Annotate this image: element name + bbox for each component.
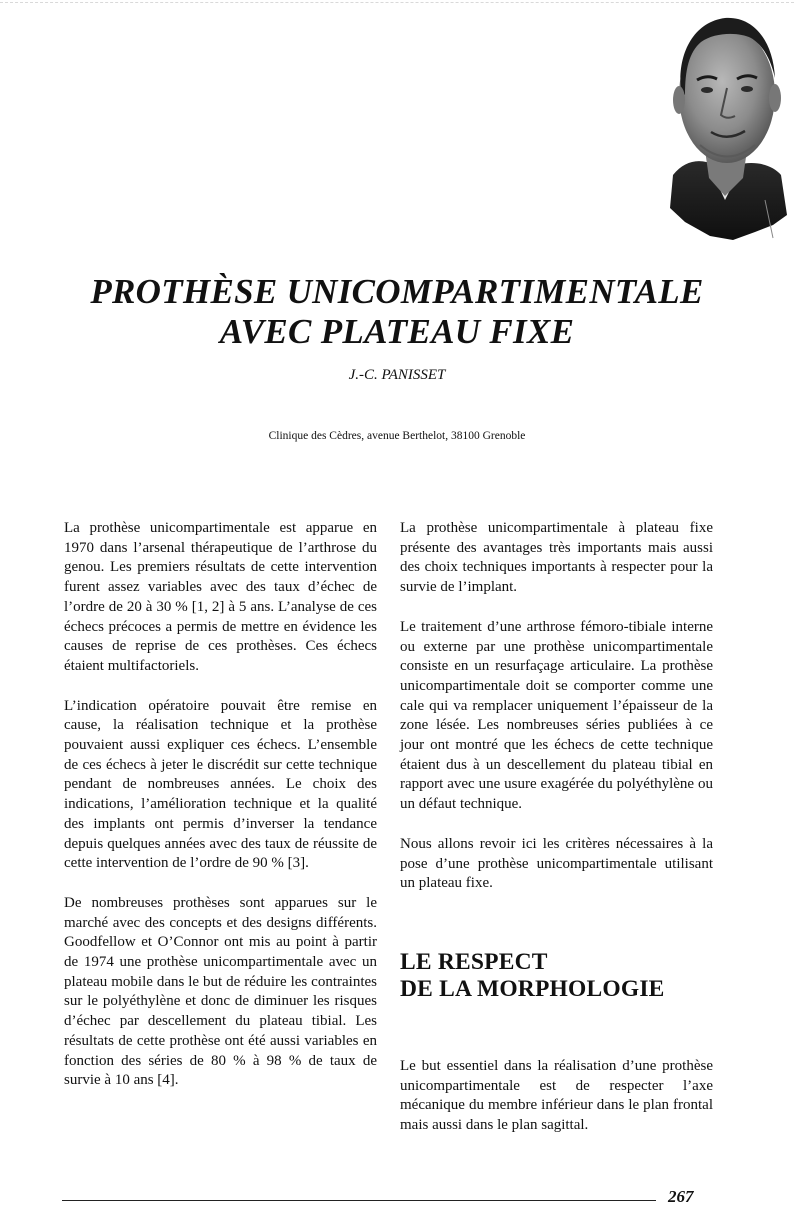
author-affiliation: Clinique des Cèdres, avenue Berthelot, 38100 Grenoble [268, 430, 526, 442]
section-heading-line-2: DE LA MORPHOLOGIE [400, 975, 665, 1002]
author-portrait-photo [655, 0, 790, 250]
paragraph: La prothèse unicompartimentale à plateau fixe présente des avantages très importants mais aussi des choix techniques importants à respecter pour la survie de l’implant. [400, 520, 713, 596]
paragraph: L’indication opératoire pouvait être remise en cause, la réalisation technique et la prothèse pouvaient aussi expliquer ces échecs. L’ensemble de ces échecs à jeter le discrédit sur cette technique pendant de nombreuses années. Le choix des indications, l’amélioration technique et la qualité des implants ont permis d’inverser la tendance depuis quelques années avec des taux de réussite de cette intervention de l’ordre de 90 % [3]. [64, 697, 377, 872]
right-text-column [400, 519, 713, 1156]
section-heading-line-1: LE RESPECT [400, 948, 548, 975]
paragraph: La prothèse unicompartimentale est apparue en 1970 dans l’arsenal thérapeutique de l’arthrose du genou. Les premiers résultats de cette intervention furent assez variables avec des taux d’échec de l’ordre de 20 à 30 % [1, 2] à 5 ans. L’analyse de ces échecs précoces a permis de mettre en évidence les causes de reprise de ces prothèses. Ces échecs étaient multifactoriels. [64, 520, 377, 674]
paragraph: De nombreuses prothèses sont apparues sur le marché avec des concepts et des designs différents. Goodfellow et O’Connor ont mis au point à partir de 1974 une prothèse unicompartimentale avec un plateau mobile dans le but de réduire les contraintes sur le polyéthylène et donc de diminuer les risques d’échec par descellement du plateau tibial. Les résultats de cette prothèse ont été aussi variables en fonction des séries de 80 % à 98 % de taux de survie à 10 ans [4]. [64, 894, 377, 1089]
paragraph: Le but essentiel dans la réalisation d’une prothèse unicompartimentale est de respecter l’axe mécanique du membre inférieur dans le plan frontal mais aussi dans le plan sagittal. [400, 1057, 713, 1134]
left-text-column [64, 519, 377, 1111]
author-name: J.-C. PANISSET [348, 367, 446, 383]
page-number: 267 [668, 1187, 694, 1206]
paragraph: Nous allons revoir ici les critères nécessaires à la pose d’une prothèse unicompartimentale utilisant un plateau fixe. [400, 835, 713, 892]
article-title-line-2: AVEC PLATEAU FIXE [219, 312, 575, 351]
article-title [40, 272, 754, 352]
article-title-line-1: PROTHÈSE UNICOMPARTIMENTALE [90, 272, 704, 311]
section-heading [400, 949, 713, 1003]
paragraph: Le traitement d’une arthrose fémoro-tibiale interne ou externe par une prothèse unicompartimentale consiste en un resurfaçage articulaire. La prothèse unicompartimentale doit se comporter comme une cale qui va remplacer uniquement l’épaisseur de la zone lésée. Les nombreuses séries publiées à ce jour ont montré que les échecs de cette technique étaient dus à un descellement du plateau tibial en rapport avec une usure exagérée du polyéthylène ou un défaut technique. [400, 618, 713, 813]
footer-rule [62, 1200, 656, 1201]
